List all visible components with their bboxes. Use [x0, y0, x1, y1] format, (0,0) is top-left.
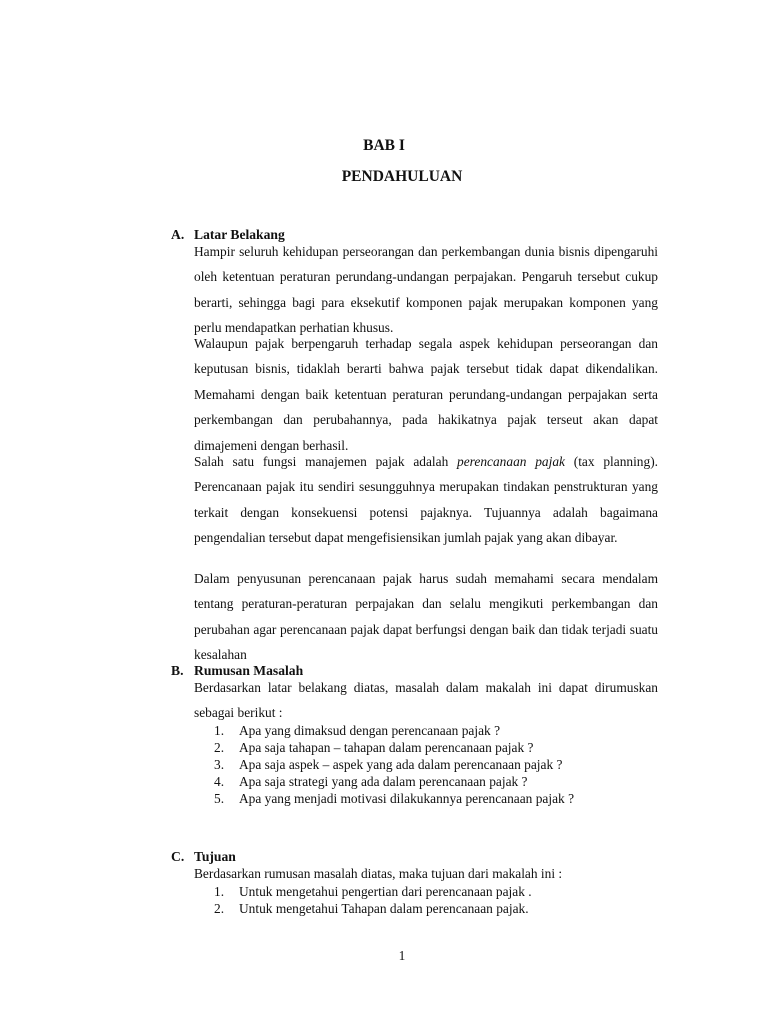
list-item: 3. Apa saja aspek – aspek yang ada dalam perencanaan pajak ?: [214, 757, 563, 772]
section-c-title: Tujuan: [194, 849, 236, 864]
section-a-paragraph-4: Dalam penyusunan perencanaan pajak harus sudah memahami secara mendalam tentang peraturan-peraturan perpajakan dan selalu mengikuti perkembangan dan perubahan agar perencanaan pajak dapat berfungsi dengan baik dan tidak terjadi suatu kesalahan: [194, 571, 658, 663]
para-3-italic-term: perencanaan pajak: [457, 454, 565, 469]
section-c-intro: Berdasarkan rumusan masalah diatas, maka tujuan dari makalah ini :: [194, 866, 563, 881]
list-item: 1. Apa yang dimaksud dengan perencanaan pajak ?: [214, 723, 501, 738]
section-b-intro: Berdasarkan latar belakang diatas, masalah dalam makalah ini dapat dirumuskan sebagai berikut :: [194, 680, 658, 721]
para-3-after: (tax planning). Perencanaan pajak itu sendiri sesungguhnya merupakan tindakan penstrukturan yang terkait dengan konsekuensi potensi pajaknya. Tujuannya adalah bagaimana pengendalian tersebut dapat mengefisiensikan jumlah pajak yang akan dibayar.: [194, 454, 658, 546]
chapter-label: BAB I: [363, 137, 405, 154]
tujuan-list: [210, 883, 532, 917]
section-b-title: Rumusan Masalah: [194, 663, 304, 678]
section-c-letter: C.: [171, 849, 185, 864]
section-a-paragraph-2: Walaupun pajak berpengaruh terhadap segala aspek kehidupan perseorangan dan keputusan bisnis, tidaklah berarti bahwa pajak tersebut tidak dapat dikendalikan. Memahami dengan baik ketentuan peraturan perundang-undangan perpajakan serta perkembangan dan perubahannya, pada hakikatnya pajak terseut akan dapat dimajemeni dengan berhasil.: [194, 336, 658, 453]
list-item: 2. Untuk mengetahui Tahapan dalam perencanaan pajak.: [214, 901, 529, 916]
para-3-before: Salah satu fungsi manajemen pajak adalah: [194, 454, 458, 469]
rumusan-masalah-list: [210, 722, 574, 807]
list-item: 4. Apa saja strategi yang ada dalam perencanaan pajak ?: [214, 774, 528, 789]
section-a-paragraph-3: [194, 449, 658, 551]
section-a-title: Latar Belakang: [194, 227, 285, 242]
list-item: 2. Apa saja tahapan – tahapan dalam perencanaan pajak ?: [214, 740, 534, 755]
section-a-letter: A.: [171, 227, 185, 242]
list-item: 5. Apa yang menjadi motivasi dilakukannya perencanaan pajak ?: [214, 791, 575, 806]
page-number: 1: [398, 948, 406, 963]
section-a-paragraph-1: Hampir seluruh kehidupan perseorangan dan perkembangan dunia bisnis dipengaruhi oleh ketentuan peraturan perundang-undangan perpajakan. Pengaruh tersebut cukup berarti, sehingga bagi para eksekutif komponen pajak merupakan komponen yang perlu mendapatkan perhatian khusus.: [194, 244, 658, 336]
section-b-letter: B.: [171, 663, 184, 678]
chapter-title: PENDAHULUAN: [341, 168, 463, 185]
list-item: 1. Untuk mengetahui pengertian dari perencanaan pajak .: [214, 884, 532, 899]
